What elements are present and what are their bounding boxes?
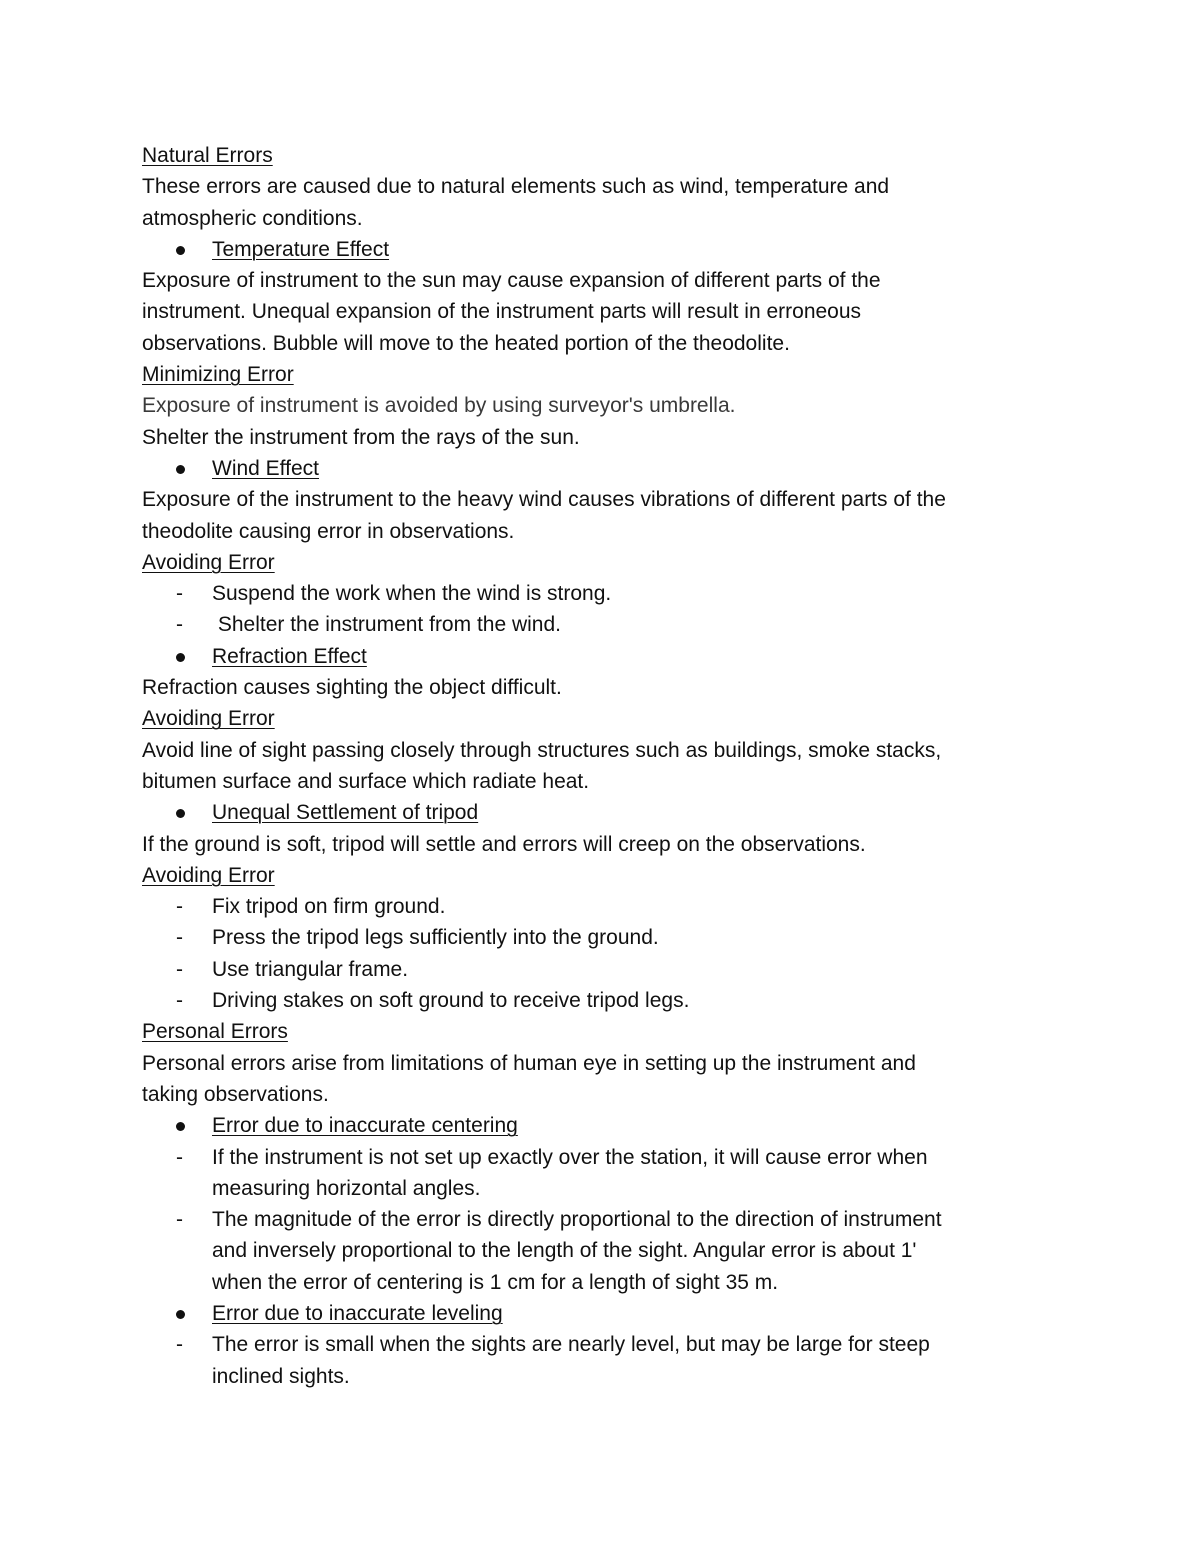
paragraph-line: Refraction causes sighting the object difficult. (142, 676, 562, 700)
dash-marker: - (176, 895, 183, 919)
bullet-dot-icon (176, 246, 185, 255)
dash-list-item (142, 1142, 1072, 1173)
paragraph-line: taking observations. (142, 1082, 329, 1106)
paragraph-line: These errors are caused due to natural elements such as wind, temperature and (142, 175, 890, 199)
bullet-item-wind-effect (142, 453, 1072, 484)
paragraph-line: instrument. Unequal expansion of the instrument parts will result in erroneous (142, 300, 862, 324)
dash-list-item (142, 1204, 1072, 1235)
paragraph-line: Shelter the instrument from the rays of the sun. (142, 425, 580, 449)
dash-marker: - (176, 926, 183, 950)
paragraph-line: atmospheric conditions. (142, 206, 363, 230)
sub-heading-avoiding-error: Avoiding Error (142, 707, 275, 731)
dash-item-continuation: measuring horizontal angles. (212, 1176, 481, 1200)
dash-marker: - (176, 582, 183, 606)
paragraph-line: theodolite causing error in observations. (142, 519, 515, 543)
sub-heading-avoiding-error: Avoiding Error (142, 550, 275, 574)
dash-item-continuation: and inversely proportional to the length of the sight. Angular error is about 1' (212, 1239, 917, 1263)
bullet-title: Wind Effect (212, 456, 319, 480)
bullet-dot-icon (176, 653, 185, 662)
dash-list-item (142, 578, 1072, 609)
dash-list-item (142, 891, 1072, 922)
dash-item-text: Driving stakes on soft ground to receive tripod legs. (212, 989, 690, 1013)
bullet-item-refraction-effect (142, 641, 1072, 672)
bullet-title: Refraction Effect (212, 644, 367, 668)
dash-list-item (142, 1329, 1072, 1360)
dash-list-item (142, 922, 1072, 953)
paragraph-line: observations. Bubble will move to the heated portion of the theodolite. (142, 331, 790, 355)
paragraph-line: Personal errors arise from limitations of human eye in setting up the instrument and (142, 1051, 916, 1075)
bullet-item-inaccurate-centering (142, 1110, 1072, 1141)
bullet-title: Unequal Settlement of tripod (212, 801, 479, 825)
dash-item-text: Shelter the instrument from the wind. (212, 613, 561, 637)
section-heading-natural-errors: Natural Errors (142, 144, 273, 167)
dash-marker: - (176, 1333, 183, 1357)
bullet-dot-icon (176, 809, 185, 818)
bullet-title: Error due to inaccurate centering (212, 1114, 518, 1138)
paragraph-line: If the ground is soft, tripod will settle and errors will creep on the observations. (142, 832, 866, 856)
dash-item-continuation: inclined sights. (212, 1364, 350, 1388)
dash-item-text: Use triangular frame. (212, 957, 409, 981)
sub-heading-minimizing-error: Minimizing Error (142, 363, 294, 387)
bullet-item-unequal-settlement (142, 797, 1072, 828)
bullet-dot-icon (176, 1310, 185, 1319)
paragraph-line: Exposure of instrument to the sun may cause expansion of different parts of the (142, 269, 881, 293)
dash-marker: - (176, 957, 183, 981)
bullet-item-inaccurate-leveling (142, 1298, 1072, 1329)
paragraph-line: bitumen surface and surface which radiate heat. (142, 769, 590, 793)
bullet-title: Error due to inaccurate leveling (212, 1301, 503, 1325)
dash-marker: - (176, 1145, 183, 1169)
sub-heading-avoiding-error: Avoiding Error (142, 863, 275, 887)
section-heading-personal-errors: Personal Errors (142, 1020, 288, 1044)
document-body (142, 140, 1072, 1392)
paragraph-line: Exposure of instrument is avoided by using surveyor's umbrella. (142, 394, 736, 418)
bullet-dot-icon (176, 1122, 185, 1131)
dash-item-text: Suspend the work when the wind is strong. (212, 582, 612, 606)
dash-item-text: The error is small when the sights are nearly level, but may be large for steep (212, 1333, 930, 1357)
bullet-item-temperature-effect (142, 234, 1072, 265)
dash-list-item (142, 954, 1072, 985)
bullet-dot-icon (176, 465, 185, 474)
dash-list-item (142, 609, 1072, 640)
dash-list-item (142, 985, 1072, 1016)
dash-marker: - (176, 613, 183, 637)
dash-marker: - (176, 1208, 183, 1232)
bullet-title: Temperature Effect (212, 237, 390, 261)
dash-item-text: Press the tripod legs sufficiently into the ground. (212, 926, 659, 950)
dash-item-text: Fix tripod on firm ground. (212, 895, 446, 919)
dash-marker: - (176, 989, 183, 1013)
dash-item-text: The magnitude of the error is directly proportional to the direction of instrument (212, 1208, 942, 1232)
dash-item-continuation: when the error of centering is 1 cm for a length of sight 35 m. (212, 1270, 779, 1294)
paragraph-line: Avoid line of sight passing closely through structures such as buildings, smoke stacks, (142, 738, 942, 762)
paragraph-line: Exposure of the instrument to the heavy wind causes vibrations of different parts of the (142, 488, 946, 512)
dash-item-text: If the instrument is not set up exactly over the station, it will cause error when (212, 1145, 928, 1169)
